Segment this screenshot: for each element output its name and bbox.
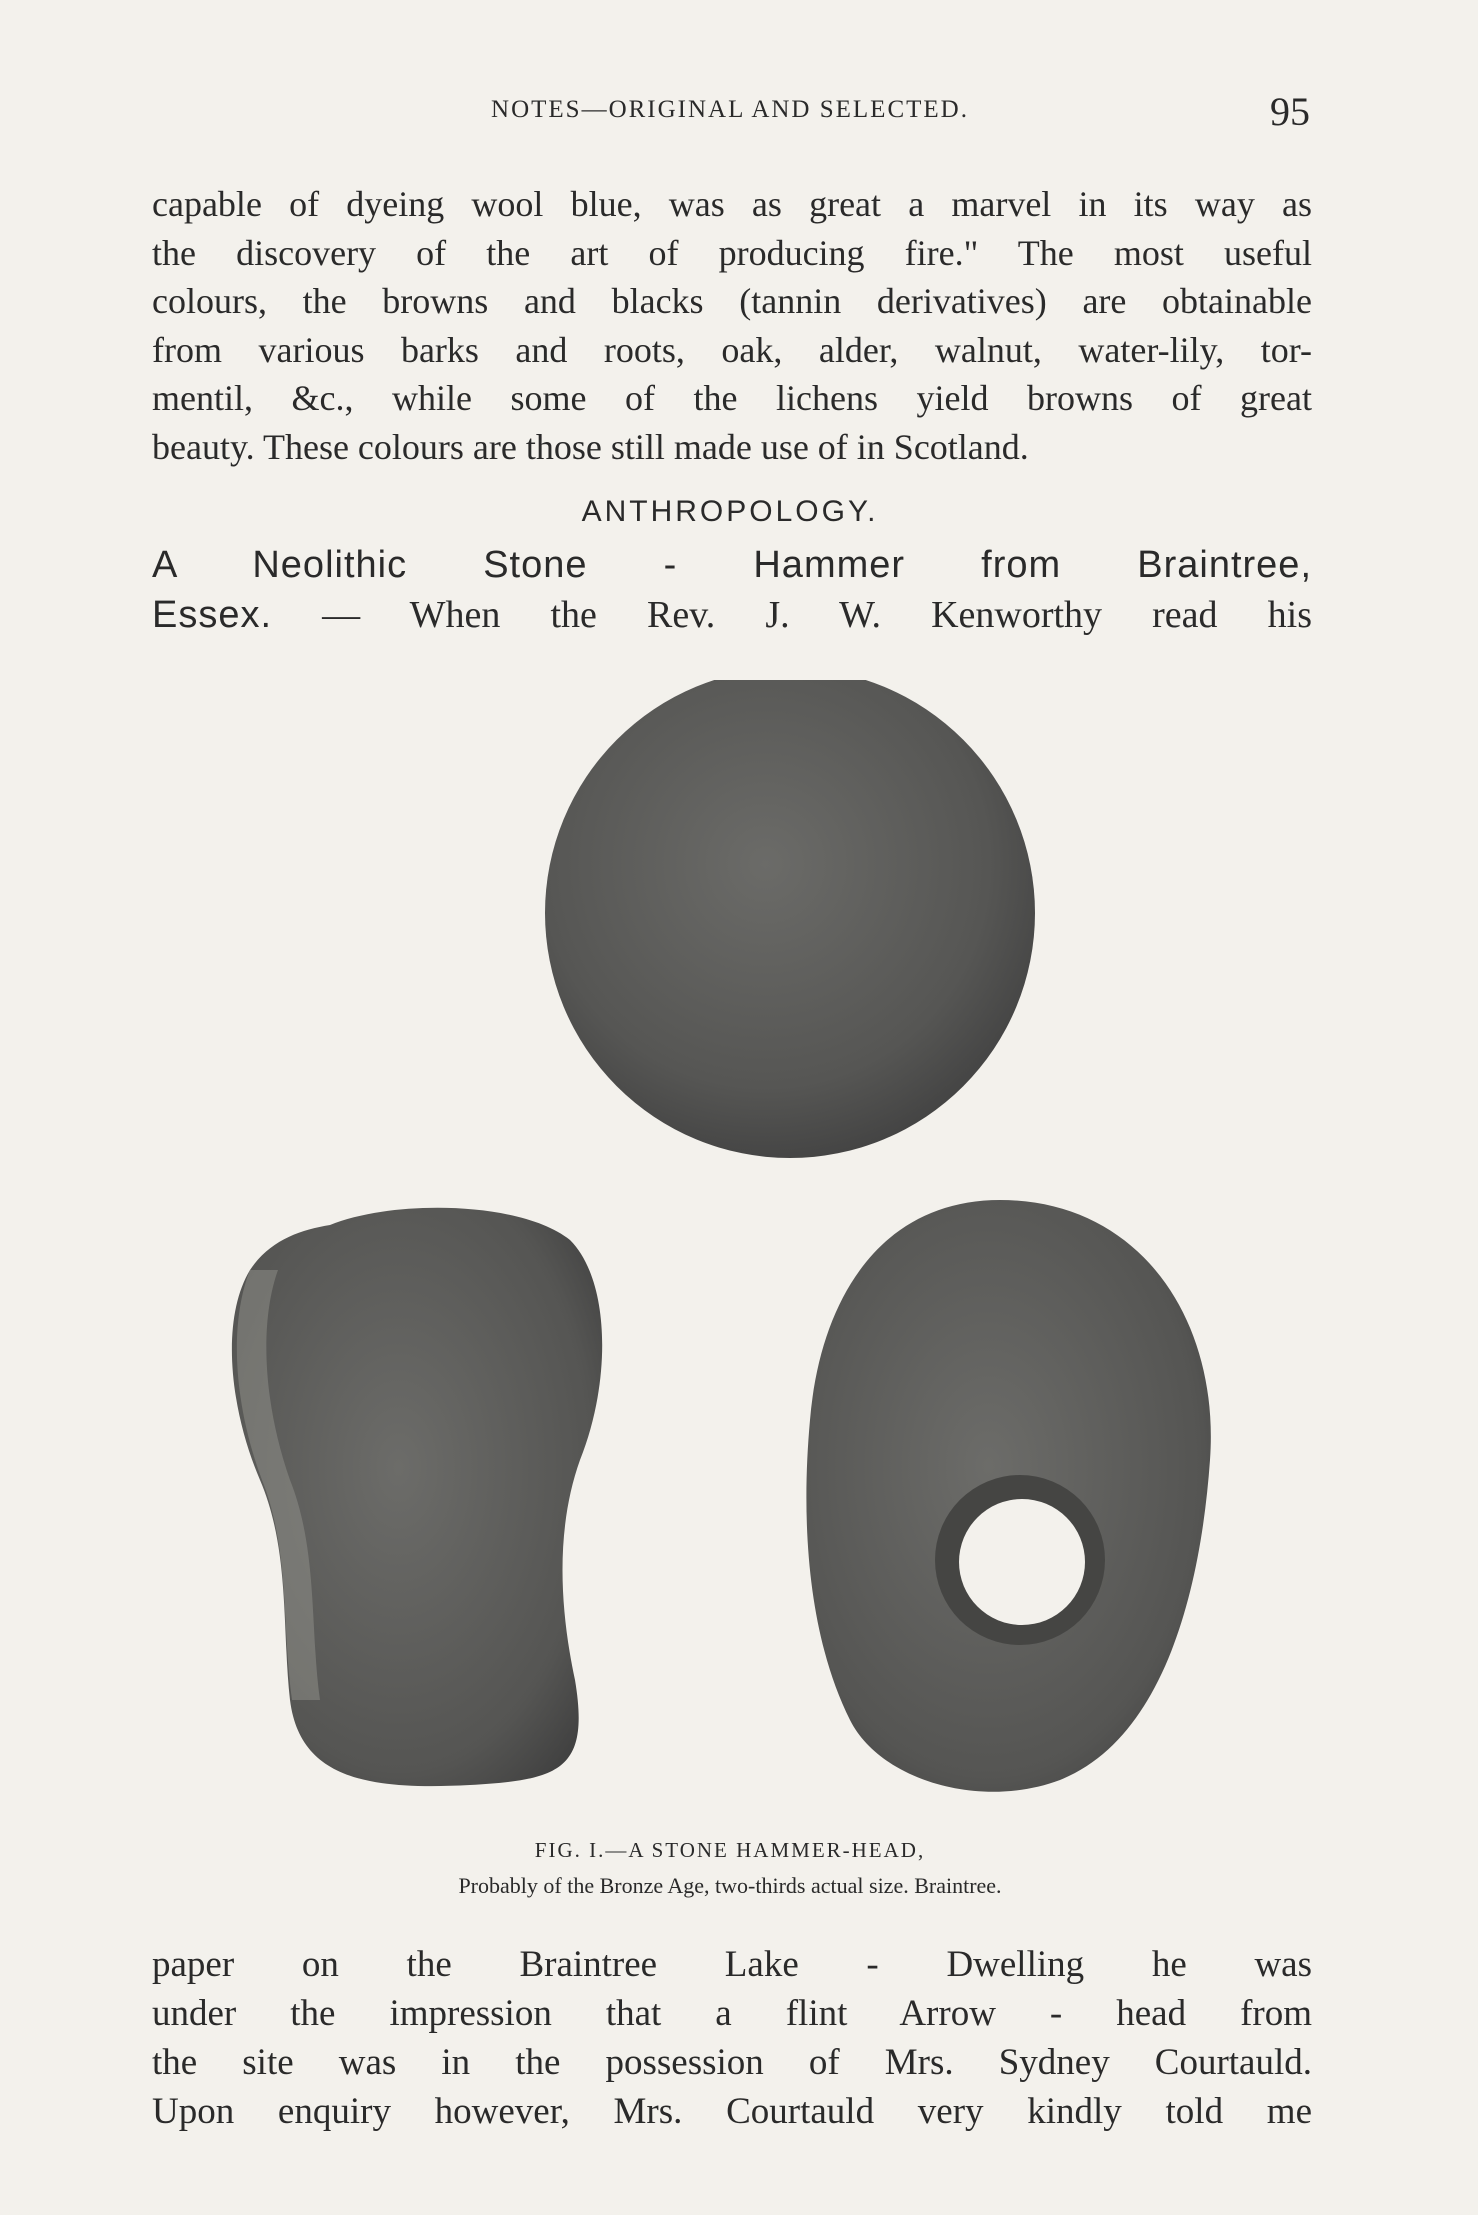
article-title-line: A Neolithic Stone - Hammer from Braintree, [152,544,1312,586]
text-line: the site was in the possession of Mrs. Sydney Courtauld. [152,2042,1312,2083]
shaft-hole [959,1499,1085,1625]
text-line: from various barks and roots, oak, alder, walnut, water-lily, tor- [152,329,1312,370]
text-line: capable of dyeing wool blue, was as great a marvel in its way as [152,184,1312,224]
figure-caption-title: FIG. I.—A STONE HAMMER-HEAD, [534,1838,926,1862]
section-heading: ANTHROPOLOGY. [581,495,879,528]
text-line: under the impression that a flint Arrow - head from [152,1993,1312,2034]
article-lead [152,540,1312,640]
text-line: mentil, &c., while some of the lichens yield browns of great [152,378,1312,418]
hammer-top-view [545,680,1035,1158]
text-line: Upon enquiry however, Mrs. Courtauld very kindly told me [152,2091,1312,2132]
page-number: 95 [1270,89,1310,134]
running-head [150,88,1310,138]
figure-caption-text: Probably of the Bronze Age, two-thirds actual size. Braintree. [458,1873,1002,1898]
text-line: paper on the Braintree Lake - Dwelling he was [152,1944,1312,1985]
lower-paragraph [152,1940,1312,2136]
running-title: NOTES—ORIGINAL AND SELECTED. [491,96,969,123]
upper-paragraph [152,180,1312,471]
article-title-end: Essex. [152,594,273,636]
text-line: beauty. These colours are those still made use of in Scotland. [152,426,1029,467]
article-lead-line [152,590,1312,640]
article-lead-text: — When the Rev. J. W. Kenworthy read his [272,594,1312,636]
text-line: the discovery of the art of producing fire." The most useful [152,232,1312,273]
hammer-head-figure [0,680,1478,1840]
text-line: colours, the browns and blacks (tannin derivatives) are obtainable [152,281,1312,321]
